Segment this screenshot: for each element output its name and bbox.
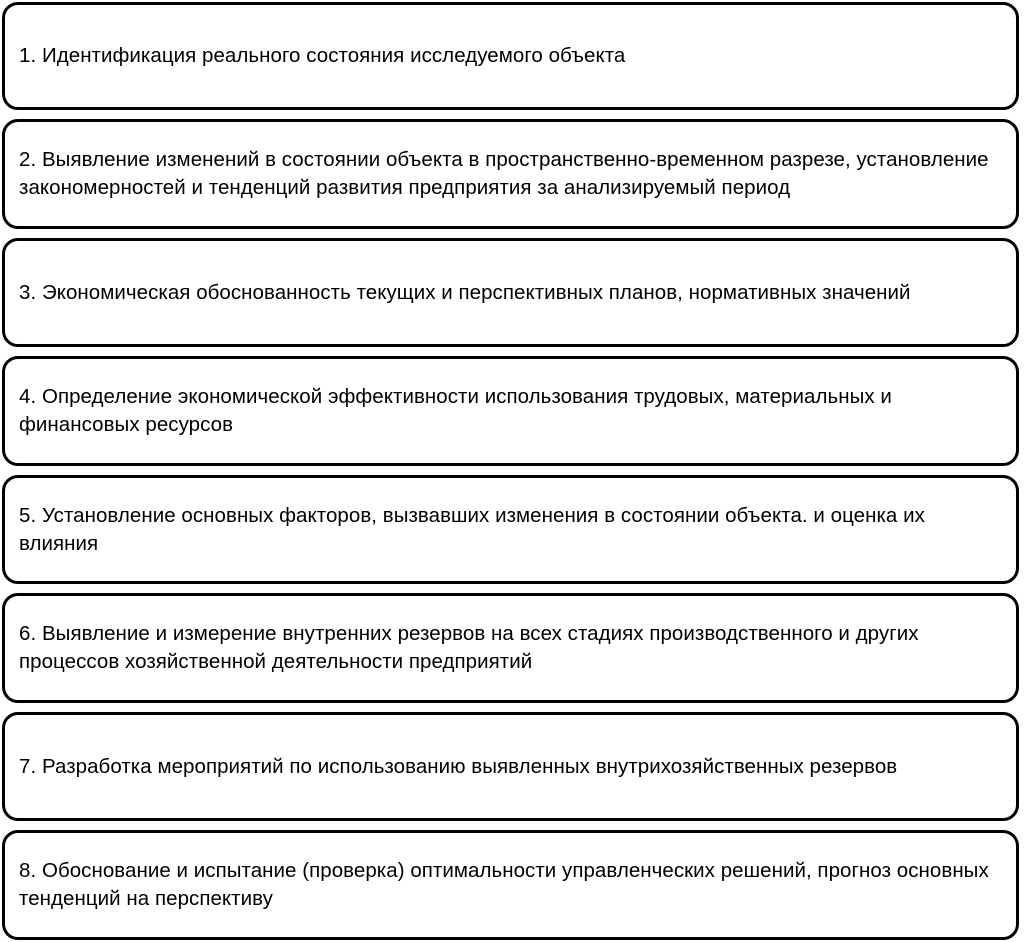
step-label-5: 5. Установление основных факторов, вызвавших изменения в состоянии объекта. и оценка их влияния [19, 503, 925, 555]
step-box-3 [2, 238, 1019, 347]
step-label-8: 8. Обоснование и испытание (проверка) оптимальности управленческих решений, прогноз основных тенденций на перспективу [19, 859, 989, 910]
step-box-6 [2, 593, 1019, 703]
step-box-8 [2, 830, 1019, 940]
step-box-1 [2, 2, 1019, 110]
step-label-1: 1. Идентификация реального состояния исследуемого объекта [19, 44, 626, 67]
step-label-2: 2. Выявление изменений в состоянии объекта в пространственно-временном разрезе, установление закономерностей и тенденций развития предприятия за анализируемый период [19, 148, 989, 199]
step-label-6: 6. Выявление и измерение внутренних резервов на всех стадиях производственного и других процессов хозяйственной деятельности предприятий [19, 622, 919, 673]
step-box-5 [2, 475, 1019, 584]
step-label-7: 7. Разработка мероприятий по использованию выявленных внутрихозяйственных резервов [19, 754, 898, 778]
step-box-4 [2, 356, 1019, 466]
step-label-3: 3. Экономическая обоснованность текущих и перспективных планов, нормативных значений [19, 280, 911, 304]
step-label-4: 4. Определение экономической эффективности использования трудовых, материальных и финансовых ресурсов [19, 385, 892, 436]
step-box-2 [2, 119, 1019, 229]
step-box-7 [2, 712, 1019, 821]
